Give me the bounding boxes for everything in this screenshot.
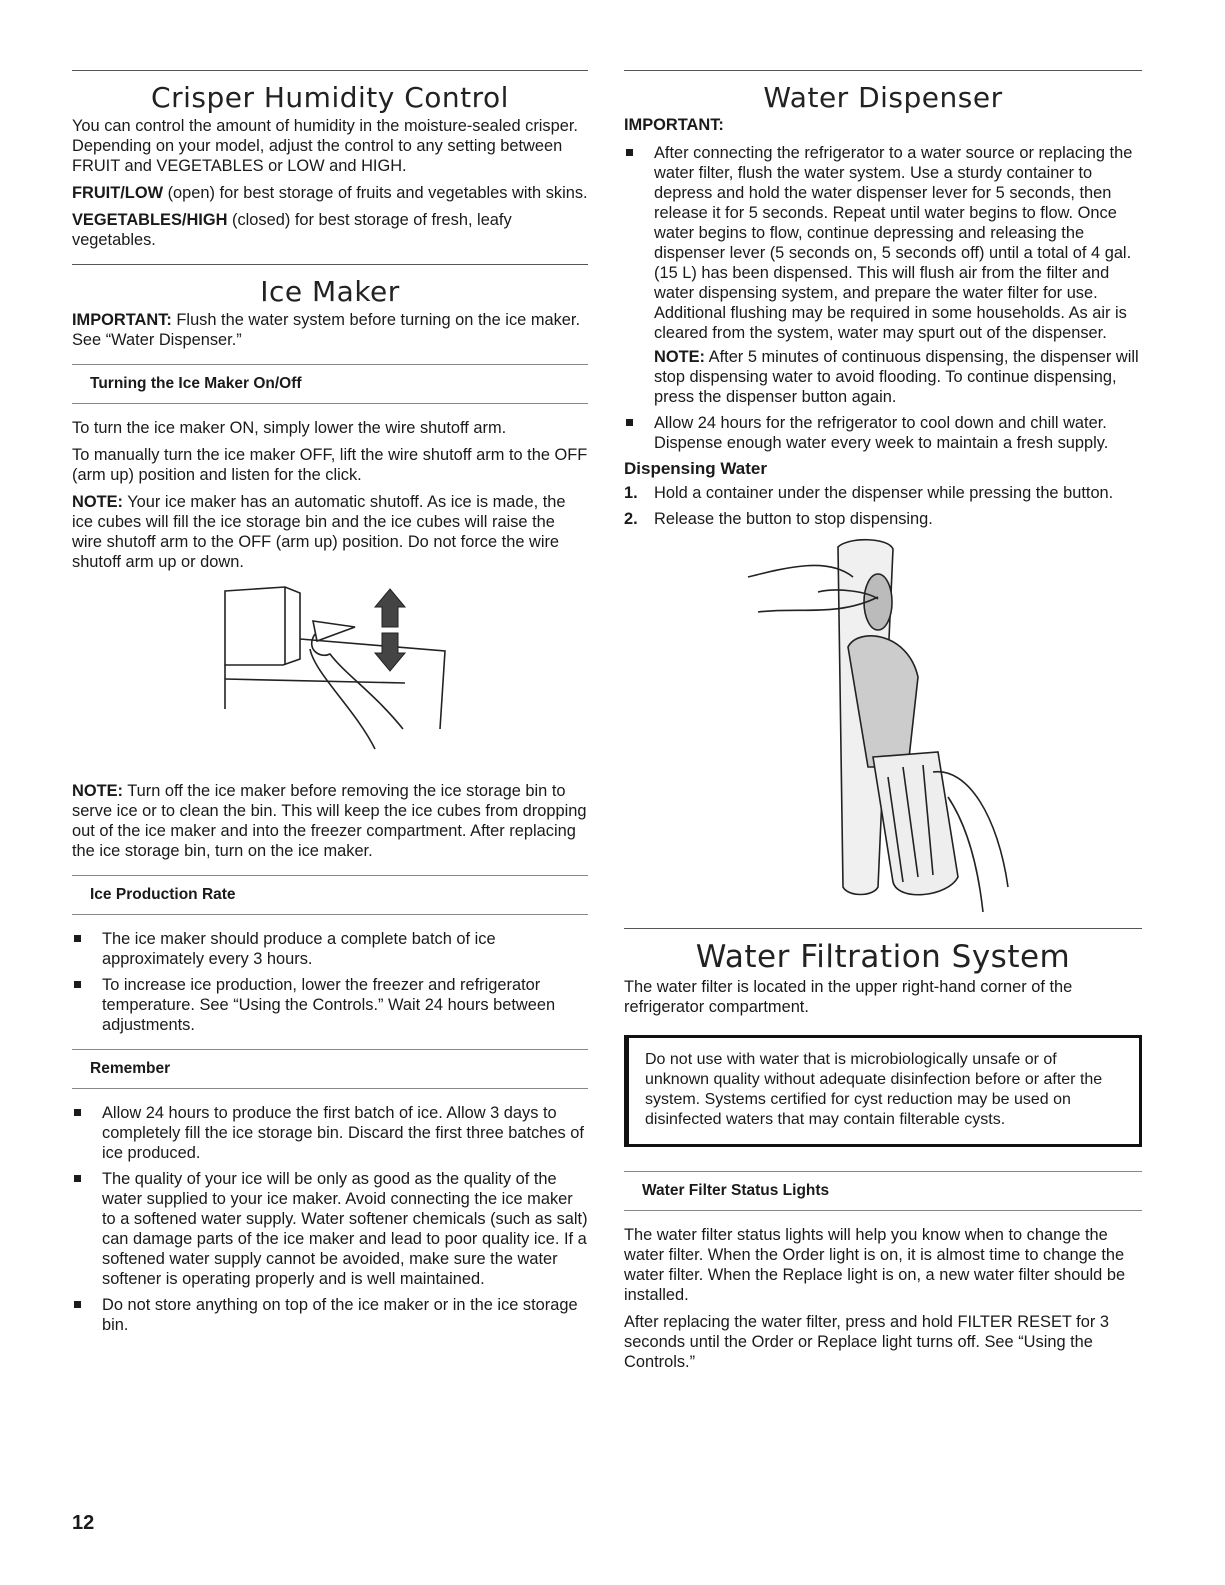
rate-list xyxy=(72,929,588,1035)
step-item xyxy=(624,509,1142,529)
veg-text: (closed) for best storage of fresh, leafy vegetables. xyxy=(72,211,512,249)
ice-maker-title: Ice Maker xyxy=(260,275,400,308)
step-number: 1. xyxy=(624,484,638,502)
ice-note2 xyxy=(72,781,588,861)
ice-note xyxy=(72,492,588,572)
list-item: The ice maker should produce a complete batch of ice approximately every 3 hours. xyxy=(72,929,588,969)
section-rule xyxy=(72,264,588,265)
section-rule xyxy=(624,928,1142,929)
dispenser-bullet1: After connecting the refrigerator to a water source or replacing the water filter, flush the water system. Use a sturdy container to depress and hold the water dispenser lever for 5 seconds, then release it for 5 seconds. Repeat until water begins to flow. Once water begins to flow, continue depressing and releasing the dispenser lever (5 seconds on, 5 seconds off) until a total of 4 gal. (15 L) has been dispensed. This will flush air from the filter and water dispensing system, and prepare the water filter for use. Additional flushing may be required in some households. As air is cleared from the system, water may spurt out of the dispenser. xyxy=(654,144,1133,342)
dispensing-heading: Dispensing Water xyxy=(624,459,767,478)
list-item: To increase ice production, lower the freezer and refrigerator temperature. See “Using the Controls.” Wait 24 hours between adjustments. xyxy=(72,975,588,1035)
right-column xyxy=(624,70,1142,1379)
list-item: The quality of your ice will be only as good as the quality of the water supplied to your ice maker. Avoid connecting the ice maker to a softened water supply. Water softener chemicals (such as salt) can damage parts of the ice maker and lead to poor quality ice. If a softened water supply cannot be avoided, make sure the water softener is operating properly and is well maintained. xyxy=(72,1169,588,1289)
step-text: Hold a container under the dispenser while pressing the button. xyxy=(654,484,1114,502)
filtration-title: Water Filtration System xyxy=(695,939,1071,975)
note2-label: NOTE: xyxy=(72,782,123,800)
remember-list xyxy=(72,1103,588,1335)
dispenser-important-label: IMPORTANT: xyxy=(624,116,724,134)
water-dispenser-illustration xyxy=(718,537,1048,922)
on-text: To turn the ice maker ON, simply lower the wire shutoff arm. xyxy=(72,419,507,437)
status-text-1: The water filter status lights will help you know when to change the water filter. When the Order light is on, it is almost time to change the water filter. When the Replace light is on, a new water filter should be installed. xyxy=(624,1226,1126,1304)
step-number: 2. xyxy=(624,510,638,528)
fruit-label: FRUIT/LOW xyxy=(72,184,164,202)
list-item xyxy=(624,143,1142,407)
dispenser-list xyxy=(624,143,1142,453)
page-number: 12 xyxy=(72,1512,95,1534)
list-item: Allow 24 hours for the refrigerator to cool down and chill water. Dispense enough water every week to maintain a fresh supply. xyxy=(624,413,1142,453)
step-text: Release the button to stop dispensing. xyxy=(654,510,933,528)
ice-important xyxy=(72,310,588,350)
onoff-heading: Turning the Ice Maker On/Off xyxy=(72,364,588,404)
crisper-fruit xyxy=(72,183,588,203)
note-text: After 5 minutes of continuous dispensing, the dispenser will stop dispensing water to avoid flooding. To continue dispensing, press the dispenser button again. xyxy=(654,348,1139,406)
left-column xyxy=(72,70,588,1341)
off-text: To manually turn the ice maker OFF, lift the wire shutoff arm to the OFF (arm up) position and listen for the click. xyxy=(72,446,588,484)
dispenser-bullet1-note xyxy=(654,347,1142,407)
important-label: IMPORTANT: xyxy=(72,311,172,329)
section-rule xyxy=(72,70,588,71)
list-item: Do not store anything on top of the ice maker or in the ice storage bin. xyxy=(72,1295,588,1335)
note2-text: Turn off the ice maker before removing the ice storage bin to serve ice or to clean the bin. This will keep the ice cubes from dropping out of the ice maker and into the freezer compartment. After replacing the ice storage bin, turn on the ice maker. xyxy=(72,782,587,860)
note-text: Your ice maker has an automatic shutoff. As ice is made, the ice cubes will fill the ice storage bin and the ice cubes will raise the wire shutoff arm to the OFF (arm up) position. Do not force the wire shutoff arm up or down. xyxy=(72,493,566,571)
ice-maker-illustration xyxy=(205,579,455,769)
veg-label: VEGETABLES/HIGH xyxy=(72,211,228,229)
dispensing-steps xyxy=(624,483,1142,529)
status-text-2: After replacing the water filter, press and hold FILTER RESET for 3 seconds until the Order or Replace light turns off. See “Using the Controls.” xyxy=(624,1313,1109,1371)
remember-heading: Remember xyxy=(72,1049,588,1089)
note-label: NOTE: xyxy=(72,493,123,511)
list-item: Allow 24 hours to produce the first batch of ice. Allow 3 days to completely fill the ice storage bin. Discard the first three batches of ice produced. xyxy=(72,1103,588,1163)
filtration-intro: The water filter is located in the upper right-hand corner of the refrigerator compartment. xyxy=(624,978,1073,1016)
rate-heading: Ice Production Rate xyxy=(72,875,588,915)
status-heading: Water Filter Status Lights xyxy=(624,1171,1142,1211)
section-rule xyxy=(624,70,1142,71)
note-label: NOTE: xyxy=(654,348,705,366)
crisper-veg xyxy=(72,210,588,250)
step-item xyxy=(624,483,1142,503)
crisper-title: Crisper Humidity Control xyxy=(151,81,509,114)
warning-box: Do not use with water that is microbiologically unsafe or of unknown quality without adequate disinfection before or after the system. Systems certified for cyst reduction may be used on disinfected waters that may contain filterable cysts. xyxy=(624,1035,1142,1147)
crisper-intro: You can control the amount of humidity in the moisture-sealed crisper. Depending on your model, adjust the control to any setting between FRUIT and VEGETABLES or LOW and HIGH. xyxy=(72,117,578,175)
important-text: Flush the water system before turning on the ice maker. See “Water Dispenser.” xyxy=(72,311,581,349)
dispenser-title: Water Dispenser xyxy=(763,81,1003,114)
fruit-text: (open) for best storage of fruits and vegetables with skins. xyxy=(163,184,588,202)
